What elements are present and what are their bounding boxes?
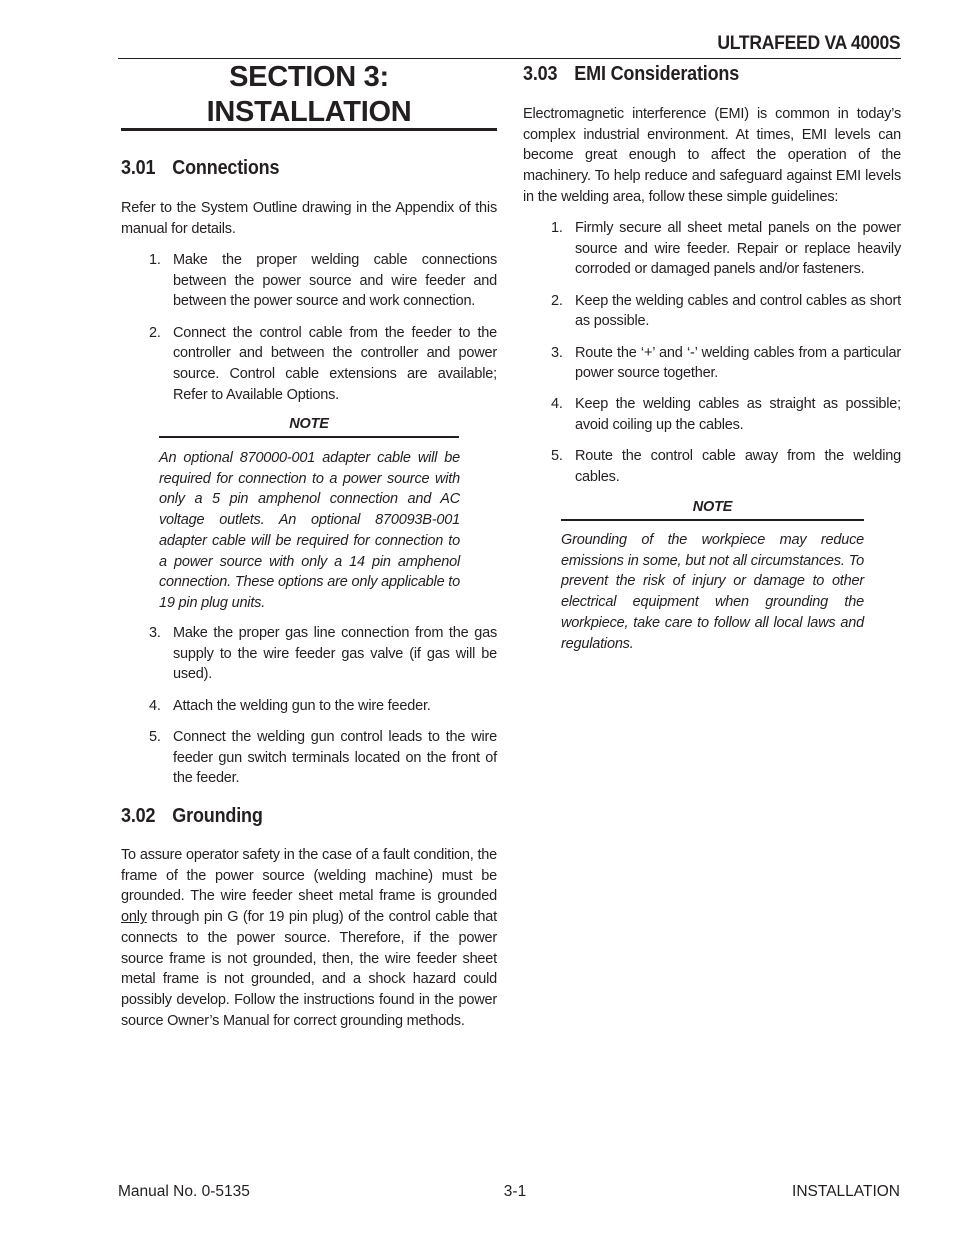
- heading-3-03: [523, 63, 739, 86]
- connections-list-b: [149, 623, 497, 789]
- manual-header-title: ULTRAFEED VA 4000S: [716, 32, 900, 54]
- connections-intro: Refer to the System Outline drawing in the Appendix of this manual for details.: [121, 200, 497, 237]
- footer-page-number: 3-1: [503, 1183, 527, 1200]
- list-item: 1. Firmly secure all sheet metal panels on the power source and wire feeder. Repair or replace heavily corroded or damaged panels and/or fasteners.: [551, 220, 901, 278]
- list-item: 2. Connect the control cable from the feeder to the controller and between the controller and power source. Control cable extensions are available; Refer to Available Options.: [149, 324, 497, 403]
- list-item: 4. Attach the welding gun to the wire feeder.: [149, 697, 431, 714]
- section-title-rule: [121, 128, 497, 131]
- list-item: 4. Keep the welding cables as straight as possible; avoid coiling up the cables.: [551, 396, 901, 434]
- list-item: 2. Keep the welding cables and control cables as short as possible.: [551, 292, 901, 330]
- list-item: 3. Route the ‘+’ and ‘-’ welding cables from a particular power source together.: [551, 344, 901, 382]
- section-title-line2: INSTALLATION: [206, 96, 412, 128]
- heading-number: 3.03: [523, 63, 558, 85]
- heading-number: 3.01: [121, 157, 156, 179]
- header-divider: [118, 58, 901, 59]
- emi-list: [551, 218, 901, 488]
- heading-number: 3.02: [121, 805, 156, 827]
- note-label: NOTE: [692, 499, 733, 515]
- section-title: [121, 60, 497, 130]
- heading-3-02: [121, 805, 263, 828]
- section-title-line1: SECTION 3:: [229, 61, 389, 93]
- footer-manual-number: Manual No. 0-5135: [118, 1183, 250, 1200]
- emi-intro: Electromagnetic interference (EMI) is common in today’s complex industrial environment. At times, EMI levels can become great enough to affect the operation of the machinery. To help reduce and safeguard against EMI levels in the welding area, follow these simple guidelines:: [523, 106, 901, 205]
- note-label: NOTE: [289, 416, 329, 432]
- list-item: 5. Connect the welding gun control leads to the wire feeder gun switch terminals located on the front of the feeder.: [149, 728, 497, 787]
- note-text: An optional 870000-001 adapter cable will be required for connection to a power source with only a 5 pin amphenol connection and AC voltage outlets. An optional 870093B-001 adapter cable will be required for connection to a power source with only a 14 pin amphenol connection. These options are only applicable to 19 pin plug units.: [159, 450, 460, 611]
- heading-text: Connections: [172, 157, 280, 179]
- grounding-paragraph: To assure operator safety in the case of a fault condition, the frame of the power source (welding machine) must be grounded. The wire feeder sheet metal frame is grounded only through pin G (for 19 pin plug) of the control cable that connects to the power source. Therefore, if the power source frame is not grounded, then, the wire feeder sheet metal frame is not grounded, and a shock hazard could possibly develop. Follow the instructions found in the power source Owner’s Manual for correct grounding methods.: [121, 847, 497, 1029]
- heading-text: EMI Considerations: [574, 63, 740, 85]
- heading-3-01: [121, 157, 279, 180]
- note-rule: [561, 519, 864, 521]
- list-item: 5. Route the control cable away from the welding cables.: [551, 448, 901, 486]
- emphasis-underline: only: [121, 909, 147, 926]
- note-text: Grounding of the workpiece may reduce emissions in some, but not all circumstances. To prevent the risk of injury or damage to other electrical equipment when grounding the workpiece, take care to follow all local laws and regulations.: [561, 532, 864, 652]
- list-item: 3. Make the proper gas line connection from the gas supply to the wire feeder gas valve (if gas will be used).: [149, 625, 497, 683]
- footer-section-name: INSTALLATION: [792, 1183, 900, 1200]
- list-item: 1. Make the proper welding cable connections between the power source and wire feeder and between the power source and work connection.: [149, 252, 497, 310]
- connections-list-a: [149, 250, 497, 405]
- note-rule: [159, 436, 459, 438]
- heading-text: Grounding: [172, 805, 263, 827]
